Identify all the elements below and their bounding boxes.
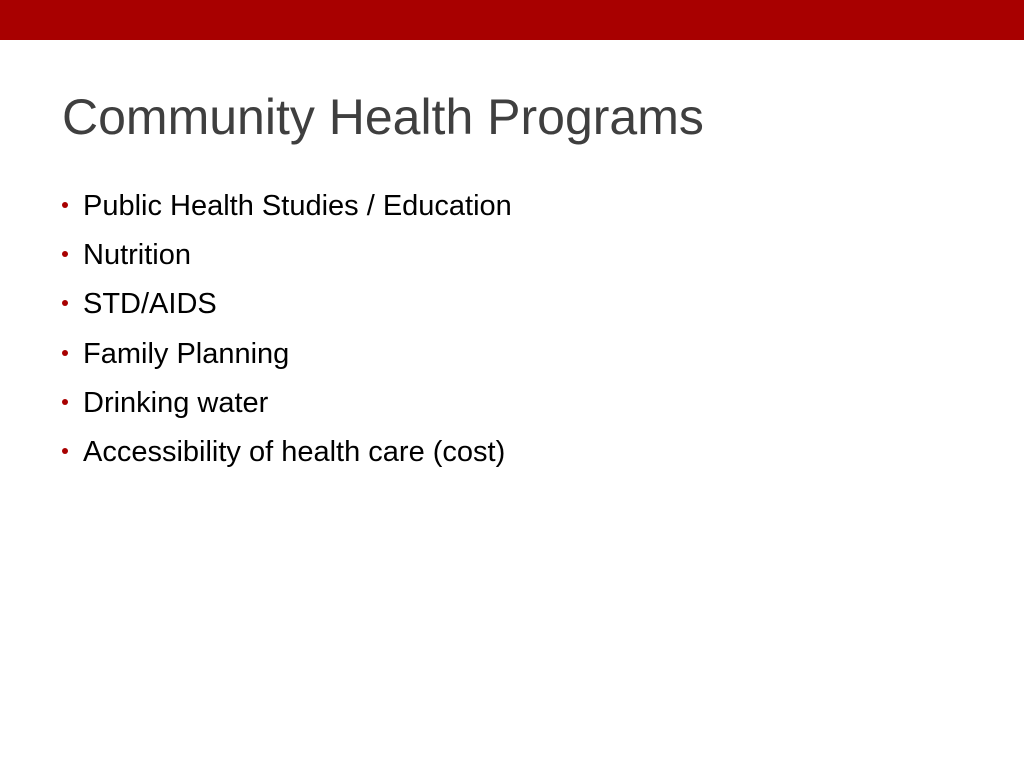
list-item-text: Accessibility of health care (cost) [83, 435, 506, 468]
bullet-dot-icon [62, 202, 68, 208]
list-item [62, 186, 512, 235]
bullet-dot-icon [62, 251, 68, 257]
bullet-dot-icon [62, 350, 68, 356]
header-accent-bar [0, 0, 1024, 40]
list-item-text: Drinking water [83, 386, 269, 419]
list-item [62, 383, 512, 432]
list-item [62, 432, 512, 481]
list-item-text: STD/AIDS [83, 288, 217, 321]
list-item [62, 334, 512, 383]
list-item-text: Public Health Studies / Education [83, 190, 512, 222]
bullet-dot-icon [62, 399, 68, 405]
list-item-text: Family Planning [83, 337, 290, 370]
slide-title: Community Health Programs [62, 89, 704, 145]
bullet-dot-icon [62, 448, 68, 454]
list-item-text: Nutrition [83, 239, 191, 272]
list-item [62, 284, 512, 333]
list-item [62, 235, 512, 284]
bullet-list [62, 186, 512, 481]
bullet-dot-icon [62, 300, 68, 306]
